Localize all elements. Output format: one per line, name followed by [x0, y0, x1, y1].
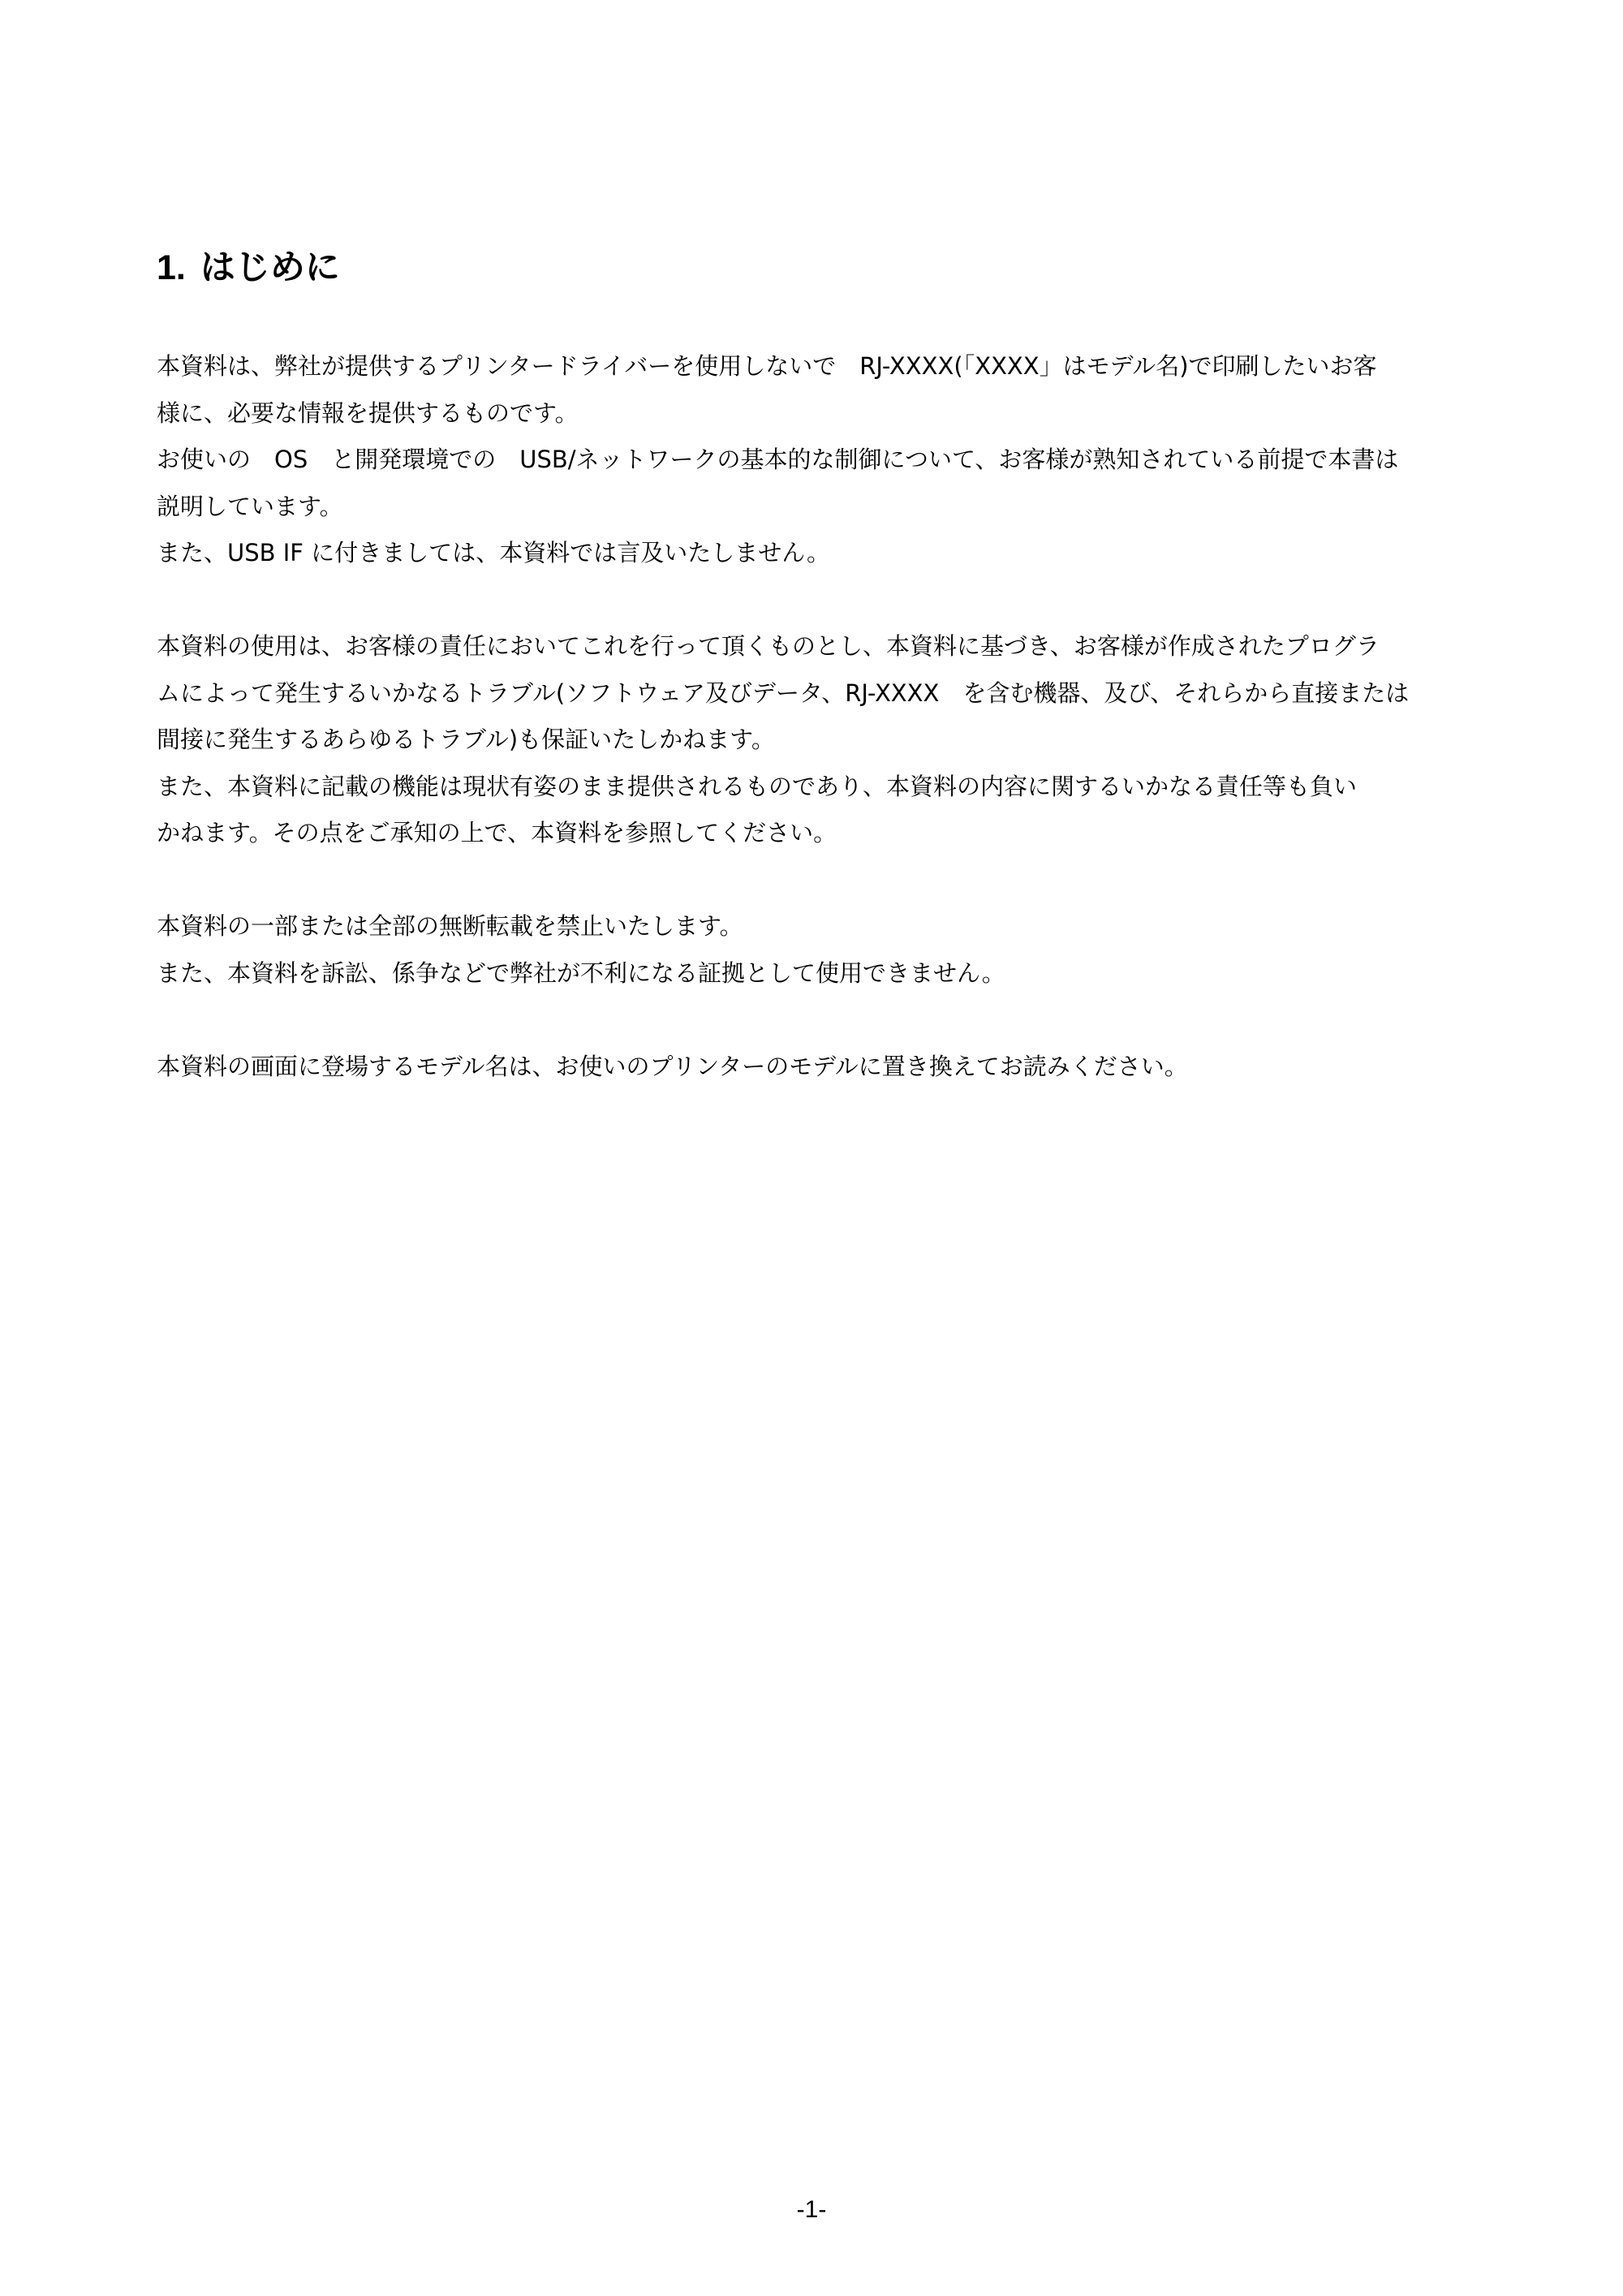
paragraph-copyright — [157, 903, 1479, 997]
section-heading — [157, 243, 340, 292]
text-line: 様に、必要な情報を提供するものです。 — [157, 398, 579, 427]
text-line: また、本資料に記載の機能は現状有姿のまま提供されるものであり、本資料の内容に関するいかなる責任等も負い — [157, 772, 1358, 800]
paragraph-model-name-note — [157, 1044, 1479, 1091]
text-line: 本資料は、弊社が提供するプリンタードライバーを使用しないで RJ-XXXX(「XXXX」はモデル名)で印刷したいお客 — [157, 352, 1377, 380]
text-line: 本資料の画面に登場するモデル名は、お使いのプリンターのモデルに置き換えてお読みください。 — [157, 1052, 1188, 1080]
text-line: ムによって発生するいかなるトラブル(ソフトウェア及びデータ、RJ-XXXX を含む機器、及び、それらから直接または — [157, 678, 1410, 707]
text-line: また、本資料を訴訟、係争などで弊社が不利になる証拠として使用できません。 — [157, 958, 1005, 987]
section-title: はじめに — [200, 248, 340, 288]
paragraph-purpose — [157, 343, 1479, 577]
text-line: お使いの OS と開発環境での USB/ネットワークの基本的な制御について、お客様が熟知されている前提で本書は — [157, 446, 1399, 473]
text-line: 本資料の一部または全部の無断転載を禁止いたします。 — [157, 912, 743, 940]
text-line: また、USB IF に付きましては、本資料では言及いたしません。 — [157, 539, 830, 566]
text-line: 本資料の使用は、お客様の責任においてこれを行って頂くものとし、本資料に基づき、お客様が作成されたプログラ — [157, 632, 1380, 660]
section-number: 1. — [157, 248, 186, 287]
text-line: 説明しています。 — [157, 492, 343, 520]
text-line: かねます。その点をご承知の上で、本資料を参照してください。 — [157, 819, 837, 846]
page-number: -1- — [796, 2196, 827, 2223]
text-line: 間接に発生するあらゆるトラブル)も保証いたしかねます。 — [157, 726, 775, 753]
body-text — [157, 343, 1479, 1137]
paragraph-disclaimer — [157, 623, 1479, 857]
